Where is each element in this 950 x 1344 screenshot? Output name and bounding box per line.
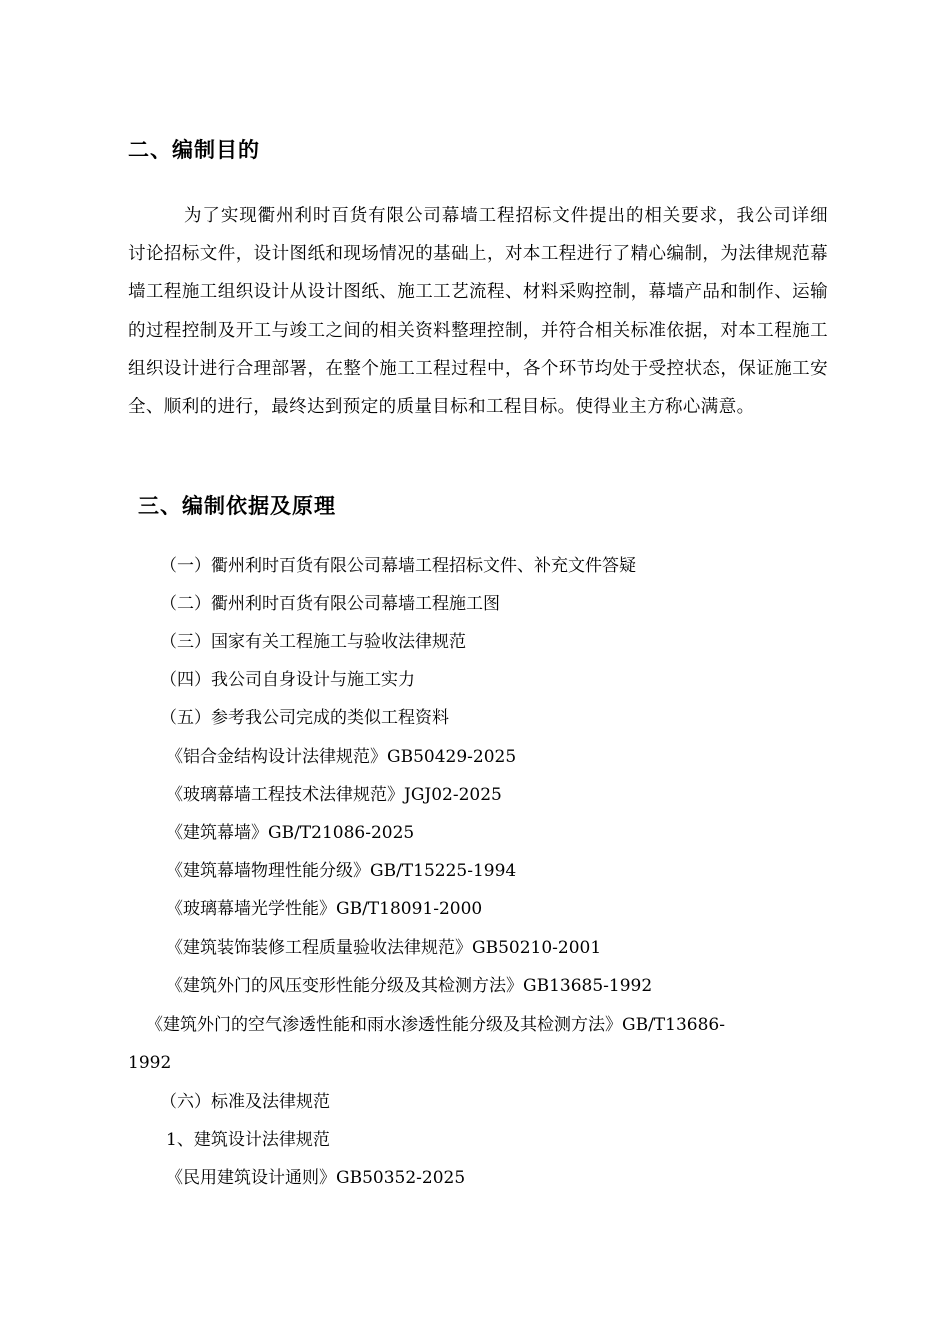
section-heading-basis: 三、编制依据及原理 <box>138 494 336 518</box>
basis-item-1: （一）衢州利时百货有限公司幕墙工程招标文件、补充文件答疑 <box>160 556 636 576</box>
standard-item-continuation: 1992 <box>128 1053 172 1073</box>
basis-item-4: （四）我公司自身设计与施工实力 <box>160 670 415 690</box>
standard-item: 《建筑装饰装修工程质量验收法律规范》GB50210-2001 <box>166 938 602 958</box>
section-heading-purpose: 二、编制目的 <box>128 138 260 162</box>
standard-item: 《建筑外门的风压变形性能分级及其检测方法》GB13685-1992 <box>166 976 653 996</box>
standard-item: 《建筑外门的空气渗透性能和雨水渗透性能分级及其检测方法》GB/T13686- <box>146 1015 725 1035</box>
standard-item: 《玻璃幕墙工程技术法律规范》JGJ02-2025 <box>166 785 502 805</box>
basis-item-5: （五）参考我公司完成的类似工程资料 <box>160 708 449 728</box>
standard-item: 《建筑幕墙物理性能分级》GB/T15225-1994 <box>166 861 517 881</box>
standard-item: 《民用建筑设计通则》GB50352-2025 <box>166 1168 466 1188</box>
standard-item: 《玻璃幕墙光学性能》GB/T18091-2000 <box>166 899 483 919</box>
basis-item-2: （二）衢州利时百货有限公司幕墙工程施工图 <box>160 594 500 614</box>
subsection-title: 1、建筑设计法律规范 <box>166 1130 330 1150</box>
purpose-paragraph: 为了实现衢州利时百货有限公司幕墙工程招标文件提出的相关要求，我公司详细讨论招标文件，设计图纸和现场情况的基础上，对本工程进行了精心编制，为法律规范幕墙工程施工组织设计从设计图纸、施工工艺流程、材料采购控制，幕墙产品和制作、运输的过程控制及开工与竣工之间的相关资料整理控制，并符合相关标准依据，对本工程施工组织设计进行合理部署，在整个施工工程过程中，各个环节均处于受控状态，保证施工安全、顺利的进行，最终达到预定的质量目标和工程目标。使得业主方称心满意。 <box>128 206 828 418</box>
standard-item: 《铝合金结构设计法律规范》GB50429-2025 <box>166 747 517 767</box>
standard-item: 《建筑幕墙》GB/T21086-2025 <box>166 823 415 843</box>
basis-item-3: （三）国家有关工程施工与验收法律规范 <box>160 632 466 652</box>
basis-item-6: （六）标准及法律规范 <box>160 1092 330 1112</box>
